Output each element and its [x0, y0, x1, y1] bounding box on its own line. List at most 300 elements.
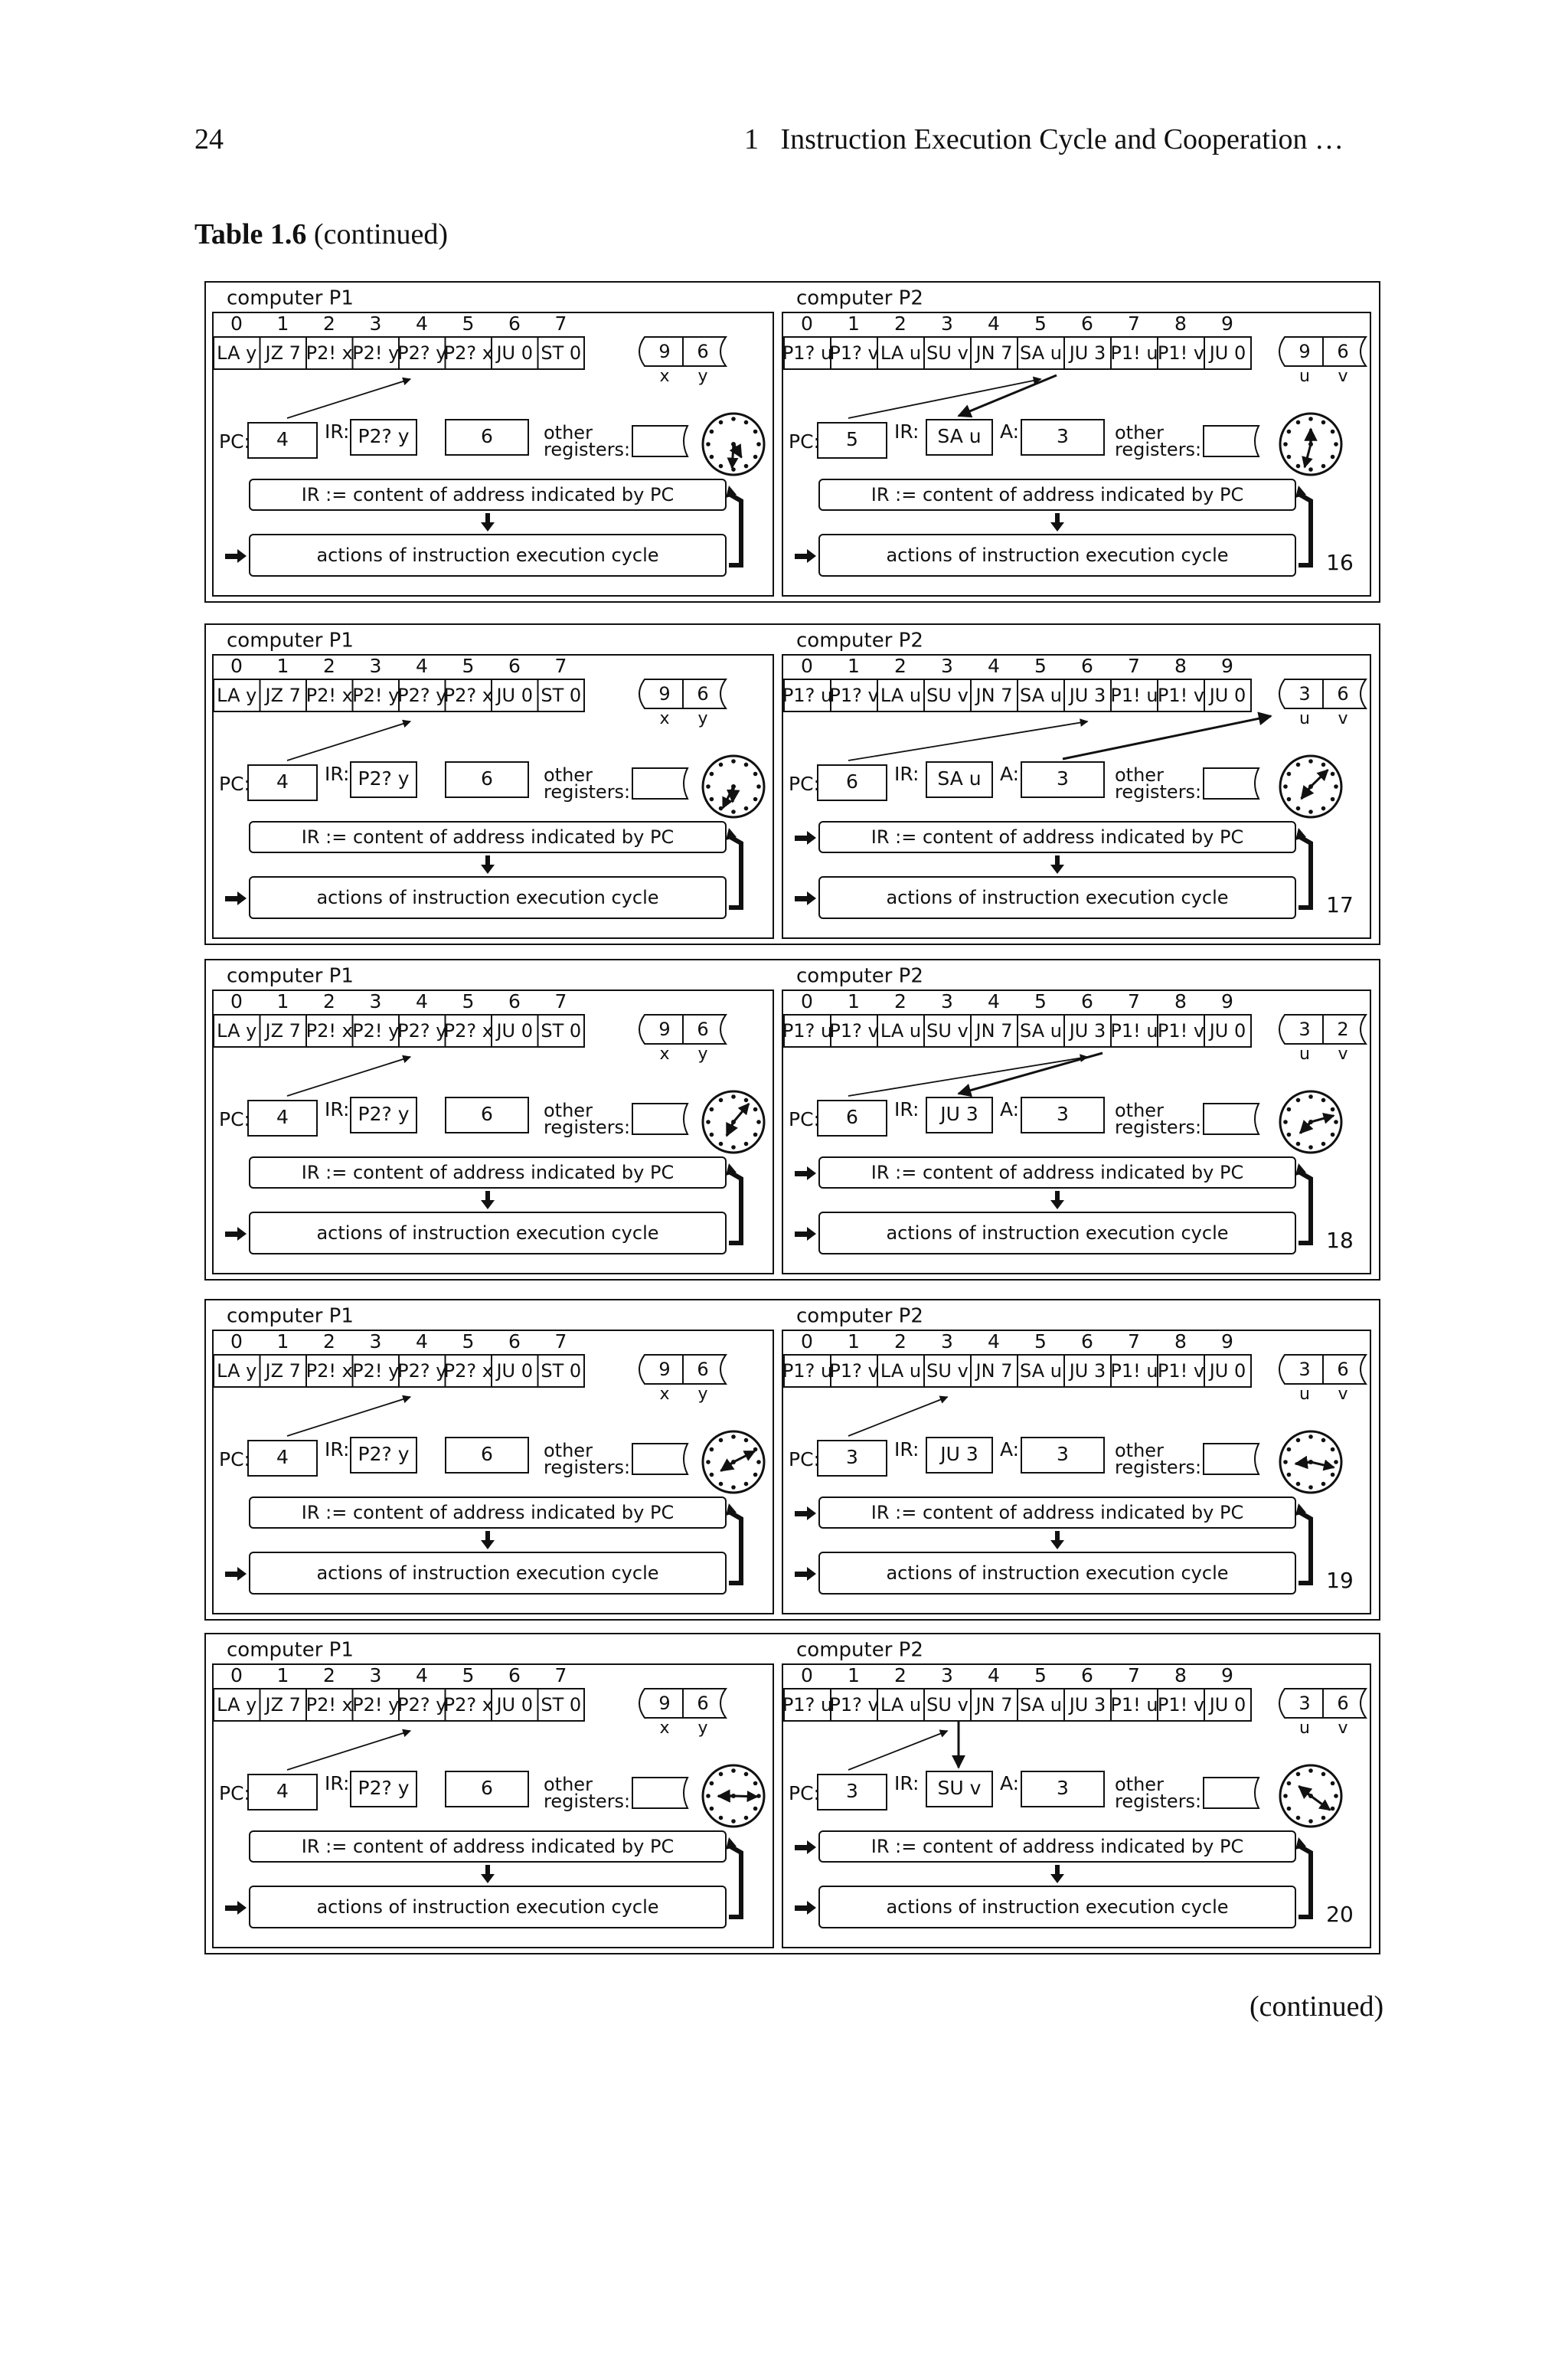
p2-clock-pivot — [1308, 442, 1313, 446]
p2-clock-tick — [1321, 1482, 1326, 1487]
p1-memory-cell: JZ 7 — [265, 342, 301, 364]
p2-vars-name-1: v — [1338, 1045, 1348, 1064]
p2-clock-pivot — [1308, 1120, 1313, 1124]
p2-memory-cell: SA u — [1020, 1360, 1062, 1382]
p2-memory-cell: P1? u — [782, 685, 833, 706]
p1-clock-tick — [731, 1819, 736, 1824]
p2-pc-value: 3 — [846, 1780, 858, 1802]
p1-clock-pivot — [731, 442, 736, 446]
p1-address-7: 7 — [554, 990, 567, 1012]
p2-clock-pivot — [1308, 784, 1313, 789]
p2-other-registers-label-1: other — [1115, 422, 1164, 443]
p1-address-3: 3 — [369, 990, 382, 1012]
p1-clock-tick — [753, 1133, 758, 1137]
p1-clock-minute-hand — [732, 444, 733, 468]
p2-cycle-enter-execute-head — [807, 1901, 816, 1915]
p2-ir-label: IR: — [894, 1772, 920, 1794]
p2-memory-cell: P1? v — [829, 685, 879, 706]
p1-memory-cell: P2! x — [305, 1694, 353, 1716]
p2-clock-tick — [1321, 1772, 1326, 1777]
p2-cycle-enter-fetch-head — [807, 1840, 816, 1854]
p1-memory-cell: ST 0 — [541, 1360, 582, 1382]
computer-p1-title: computer P1 — [227, 1638, 354, 1662]
p2-memory-cell: JU 3 — [1069, 1020, 1106, 1042]
p2-other-registers-box — [1204, 426, 1259, 456]
p2-clock-tick — [1296, 1772, 1301, 1777]
p2-a-value: 3 — [1057, 425, 1069, 447]
p1-memory-cell: ST 0 — [541, 342, 582, 364]
p1-memory-cell: P2? x — [443, 1694, 493, 1716]
p2-clock-tick — [1321, 1142, 1326, 1146]
p2-address-0: 0 — [801, 312, 813, 335]
p2-cycle-execute-label: actions of instruction execution cycle — [886, 1562, 1229, 1584]
p1-register-value: 6 — [481, 1103, 493, 1125]
p2-memory-cell: P1! u — [1110, 685, 1158, 706]
p1-memory-cell: P2! x — [305, 1020, 353, 1042]
p2-ir-label: IR: — [894, 763, 920, 785]
p2-memory-cell: P1? u — [782, 1020, 833, 1042]
p2-cycle-down-arrow-shaft — [1055, 513, 1060, 524]
p1-vars-value-0: 9 — [658, 1359, 671, 1380]
p2-memory-cell: P1! v — [1157, 342, 1205, 364]
step-panel-17 — [205, 624, 1380, 944]
p2-clock-tick — [1308, 417, 1313, 421]
p2-pc-pointer — [848, 721, 1088, 761]
p2-clock-tick — [1296, 1482, 1301, 1487]
p2-cycle-execute-label: actions of instruction execution cycle — [886, 1222, 1229, 1244]
p1-clock-tick — [731, 810, 736, 814]
p1-cycle-enter-execute-shaft — [225, 1232, 239, 1237]
p2-cycle-enter-fetch-shaft — [795, 836, 808, 841]
p1-address-2: 2 — [323, 312, 335, 335]
p1-memory-cell: P2? y — [397, 1360, 447, 1382]
p1-clock-tick — [719, 420, 724, 425]
p2-pc-value: 3 — [846, 1446, 858, 1468]
p1-clock-tick — [710, 772, 714, 777]
p2-cycle-loop-arrow — [1298, 1173, 1311, 1243]
p1-memory-cell: JU 0 — [496, 1360, 534, 1382]
p1-memory-cell: P2? y — [397, 1020, 447, 1042]
p1-memory-cell: P2! y — [352, 1694, 400, 1716]
p2-clock-tick — [1296, 1098, 1301, 1103]
p1-clock-tick — [756, 1120, 761, 1124]
p2-vars-name-0: u — [1299, 1719, 1310, 1738]
p1-other-registers-box — [632, 426, 688, 456]
p1-clock-pivot — [731, 1794, 736, 1798]
p1-clock-tick — [744, 1772, 749, 1777]
p2-address-9: 9 — [1221, 1330, 1233, 1353]
p1-cycle-enter-execute-shaft — [225, 1572, 239, 1577]
p1-memory-cell: P2! x — [305, 685, 353, 706]
p2-ir-value: JU 3 — [940, 1103, 978, 1125]
computer-p1-title: computer P1 — [227, 286, 354, 310]
p1-cycle-enter-execute-head — [237, 1567, 247, 1581]
p1-memory-cell: P2! y — [352, 1360, 400, 1382]
p1-ir-value: P2? y — [358, 1443, 410, 1465]
p2-address-6: 6 — [1081, 655, 1093, 677]
computer-p2-title: computer P2 — [796, 1638, 923, 1662]
p2-address-1: 1 — [848, 1330, 860, 1353]
p2-vars-value-0: 9 — [1298, 341, 1311, 362]
p1-cycle-loop-arrow — [729, 1513, 741, 1583]
p2-other-registers-label-2: registers: — [1115, 1457, 1202, 1478]
p2-clock-tick — [1321, 464, 1326, 469]
p1-address-1: 1 — [276, 312, 289, 335]
p2-memory-cell: SA u — [1020, 1020, 1062, 1042]
p1-cycle-down-arrow-shaft — [485, 1191, 490, 1202]
p1-clock-tick — [744, 1098, 749, 1103]
p2-cycle-enter-fetch-head — [807, 1506, 816, 1520]
p1-clock-tick — [710, 1473, 714, 1477]
p2-address-5: 5 — [1034, 1330, 1047, 1353]
p1-vars-name-1: y — [697, 367, 708, 386]
p2-memory-cell: P1! v — [1157, 1694, 1205, 1716]
step-panel-20 — [205, 1634, 1380, 1954]
p1-address-1: 1 — [276, 1664, 289, 1686]
p2-cycle-enter-execute-shaft — [795, 554, 808, 559]
p1-cycle-fetch-label: IR := content of address indicated by PC — [301, 1162, 675, 1183]
p2-cycle-enter-fetch-shaft — [795, 1171, 808, 1176]
computer-p1-17 — [213, 630, 773, 939]
p1-memory-cell: P2? x — [443, 342, 493, 364]
p1-address-7: 7 — [554, 1330, 567, 1353]
p2-cycle-enter-execute-shaft — [795, 1232, 808, 1237]
p1-pc-label: PC: — [219, 1108, 250, 1130]
p1-clock-tick — [706, 1794, 710, 1798]
p1-clock-tick — [719, 1438, 724, 1443]
p2-vars-value-0: 3 — [1298, 1693, 1311, 1714]
p1-memory-cell: LA y — [217, 1694, 257, 1716]
p1-memory-cell: P2! y — [352, 342, 400, 364]
p2-ir-label: IR: — [894, 420, 920, 443]
p1-clock-tick — [719, 1098, 724, 1103]
p2-memory-cell: JN 7 — [975, 1020, 1013, 1042]
p2-address-5: 5 — [1034, 1664, 1047, 1686]
p2-address-0: 0 — [801, 1664, 813, 1686]
p2-a-label: A: — [1000, 1438, 1020, 1460]
p2-other-registers-box — [1204, 1778, 1259, 1808]
p1-address-5: 5 — [462, 1664, 475, 1686]
p2-address-8: 8 — [1174, 1664, 1187, 1686]
p1-memory-cell: JU 0 — [496, 342, 534, 364]
p2-clock-tick — [1296, 1816, 1301, 1820]
p1-clock-tick — [731, 1094, 736, 1099]
p2-clock-tick — [1283, 1120, 1288, 1124]
p1-vars-value-1: 6 — [697, 341, 709, 362]
p2-clock-tick — [1331, 772, 1335, 777]
p1-pc-value: 4 — [276, 1780, 289, 1802]
p2-clock-tick — [1308, 1094, 1313, 1099]
p2-clock-tick — [1308, 1819, 1313, 1824]
p2-other-registers-label-2: registers: — [1115, 1791, 1202, 1812]
p1-clock-tick — [710, 455, 714, 460]
p2-vars-name-1: v — [1338, 1719, 1348, 1738]
p1-ir-label: IR: — [325, 1438, 350, 1460]
p2-clock-tick — [1334, 442, 1338, 446]
p2-clock-tick — [1331, 1107, 1335, 1112]
p2-memory-cell: P1! u — [1110, 1360, 1158, 1382]
p2-address-1: 1 — [848, 312, 860, 335]
p1-ir-label: IR: — [325, 1098, 350, 1120]
p1-vars-name-0: x — [659, 1385, 670, 1404]
p2-clock-hour-hand — [1295, 1462, 1311, 1464]
p2-clock-tick — [1287, 1807, 1292, 1811]
p1-clock-tick — [710, 1107, 714, 1112]
p2-clock-tick — [1287, 1447, 1292, 1452]
p1-cycle-enter-execute-shaft — [225, 896, 239, 901]
p1-address-6: 6 — [508, 312, 521, 335]
p2-address-2: 2 — [894, 655, 906, 677]
p1-memory-cell: LA y — [217, 1020, 257, 1042]
p2-clock-tick — [1296, 1438, 1301, 1443]
p2-vars-name-0: u — [1299, 1045, 1310, 1064]
p2-clock-tick — [1331, 797, 1335, 802]
computer-p2-19 — [782, 1305, 1370, 1614]
p1-clock-tick — [744, 420, 749, 425]
p1-other-registers-label-2: registers: — [544, 781, 631, 803]
p1-memory-cell: JU 0 — [496, 1020, 534, 1042]
p2-address-9: 9 — [1221, 990, 1233, 1012]
p1-address-5: 5 — [462, 655, 475, 677]
p1-ir-label: IR: — [325, 420, 350, 443]
p2-clock-tick — [1287, 772, 1292, 777]
p2-memory-cell: P1! v — [1157, 1020, 1205, 1042]
p2-other-registers-label-1: other — [1115, 1100, 1164, 1121]
p1-memory-cell: JZ 7 — [265, 1020, 301, 1042]
p2-other-registers-box — [1204, 768, 1259, 799]
p2-store-arrow — [1063, 716, 1271, 759]
computer-p1-title: computer P1 — [227, 964, 354, 988]
p2-address-2: 2 — [894, 990, 906, 1012]
p2-a-value: 3 — [1057, 1103, 1069, 1125]
p1-clock-tick — [744, 1142, 749, 1146]
p2-address-1: 1 — [848, 655, 860, 677]
p1-address-3: 3 — [369, 1664, 382, 1686]
p1-pc-label: PC: — [219, 430, 250, 453]
p2-pc-label: PC: — [789, 773, 820, 795]
p1-address-4: 4 — [416, 1664, 428, 1686]
p1-address-0: 0 — [230, 312, 243, 335]
p2-clock-tick — [1283, 442, 1288, 446]
p1-pc-pointer — [287, 1731, 410, 1770]
p1-address-3: 3 — [369, 1330, 382, 1353]
computer-p2-20 — [782, 1639, 1370, 1948]
p2-memory-cell: P1! v — [1157, 1360, 1205, 1382]
p2-cycle-enter-execute-head — [807, 549, 816, 563]
p2-address-4: 4 — [988, 1664, 1000, 1686]
p2-clock-tick — [1334, 1460, 1338, 1464]
p2-address-3: 3 — [941, 312, 953, 335]
step-panel-19 — [205, 1300, 1380, 1620]
p2-cycle-enter-execute-shaft — [795, 1905, 808, 1911]
computer-p1-16 — [213, 287, 773, 597]
p1-clock-tick — [706, 1460, 710, 1464]
p1-memory-cell: P2? y — [397, 342, 447, 364]
p1-clock-tick — [731, 1485, 736, 1490]
p1-vars-name-1: y — [697, 1385, 708, 1404]
p1-other-registers-label-2: registers: — [544, 1791, 631, 1812]
p1-address-0: 0 — [230, 990, 243, 1012]
p2-cycle-enter-fetch-shaft — [795, 1511, 808, 1516]
p1-clock-tick — [753, 430, 758, 434]
p1-cycle-fetch-label: IR := content of address indicated by PC — [301, 826, 675, 848]
p1-clock-tick — [731, 759, 736, 764]
p2-clock-tick — [1283, 1794, 1288, 1798]
p1-vars-value-1: 6 — [697, 1693, 709, 1714]
continued-note: (continued) — [1250, 1990, 1384, 2023]
p2-other-registers-label-1: other — [1115, 764, 1164, 786]
p1-vars-value-0: 9 — [658, 1019, 671, 1040]
p2-memory-cell: SU v — [926, 685, 969, 706]
p1-address-7: 7 — [554, 312, 567, 335]
p2-cycle-loop-arrow — [1298, 495, 1311, 565]
p1-address-6: 6 — [508, 655, 521, 677]
p2-address-0: 0 — [801, 1330, 813, 1353]
p2-memory-cell: SU v — [926, 1694, 969, 1716]
p2-pc-label: PC: — [789, 1108, 820, 1130]
p2-address-9: 9 — [1221, 312, 1233, 335]
p2-vars-value-0: 3 — [1298, 1359, 1311, 1380]
p2-pc-pointer — [848, 1397, 948, 1436]
p2-clock-pivot — [1308, 1460, 1313, 1464]
p1-clock-tick — [719, 763, 724, 767]
p2-cycle-enter-fetch-head — [807, 831, 816, 845]
p2-memory-cell: JU 0 — [1209, 1360, 1246, 1382]
p2-clock-tick — [1287, 1107, 1292, 1112]
p1-clock-pivot — [731, 1120, 736, 1124]
p2-address-7: 7 — [1128, 655, 1140, 677]
p2-cycle-enter-execute-head — [807, 1567, 816, 1581]
p1-address-1: 1 — [276, 1330, 289, 1353]
p2-clock-tick — [1308, 759, 1313, 764]
p1-cycle-enter-execute-head — [237, 1901, 247, 1915]
p2-pc-pointer — [848, 379, 1041, 418]
computer-p2-16 — [782, 287, 1370, 597]
p2-a-label: A: — [1000, 420, 1020, 443]
p1-cycle-loop-arrow — [729, 495, 741, 565]
p2-memory-cell: SA u — [1020, 685, 1062, 706]
p1-pc-label: PC: — [219, 773, 250, 795]
p1-other-registers-label-2: registers: — [544, 439, 631, 460]
p2-memory-cell: JU 3 — [1069, 685, 1106, 706]
p2-clock-tick — [1334, 1794, 1338, 1798]
p2-cycle-execute-label: actions of instruction execution cycle — [886, 1896, 1229, 1918]
p2-cycle-fetch-label: IR := content of address indicated by PC — [871, 1502, 1244, 1523]
p1-cycle-execute-label: actions of instruction execution cycle — [316, 1222, 659, 1244]
p2-clock-tick — [1321, 1816, 1326, 1820]
p2-memory-cell: LA u — [880, 1020, 922, 1042]
p2-memory-cell: JU 3 — [1069, 1360, 1106, 1382]
computer-p2-title: computer P2 — [796, 964, 923, 988]
p2-vars-name-1: v — [1338, 1385, 1348, 1404]
p1-clock-minute-hand — [733, 1796, 757, 1797]
p2-cycle-fetch-label: IR := content of address indicated by PC — [871, 826, 1244, 848]
p1-memory-cell: ST 0 — [541, 685, 582, 706]
p2-address-7: 7 — [1128, 990, 1140, 1012]
p1-vars-value-0: 9 — [658, 1693, 671, 1714]
p2-clock-tick — [1331, 430, 1335, 434]
p1-clock-tick — [753, 1107, 758, 1112]
p2-cycle-execute-label: actions of instruction execution cycle — [886, 545, 1229, 566]
p1-other-registers-label-1: other — [544, 1774, 593, 1795]
p2-clock-tick — [1283, 784, 1288, 789]
p1-pc-value: 4 — [276, 1106, 289, 1128]
p1-pc-pointer — [287, 1397, 410, 1436]
p1-clock-tick — [753, 1781, 758, 1786]
p2-clock-tick — [1321, 420, 1326, 425]
p2-cycle-loop-arrow — [1298, 1846, 1311, 1917]
p2-cycle-down-arrow-shaft — [1055, 855, 1060, 866]
p1-clock-tick — [753, 797, 758, 802]
p2-clock-tick — [1308, 1485, 1313, 1490]
p1-clock-tick — [744, 1438, 749, 1443]
p2-cycle-enter-execute-head — [807, 1227, 816, 1241]
step-number: 18 — [1326, 1228, 1354, 1253]
p2-vars-value-1: 6 — [1337, 1693, 1349, 1714]
p2-address-1: 1 — [848, 1664, 860, 1686]
p2-clock-tick — [1334, 784, 1338, 789]
p1-address-2: 2 — [323, 655, 335, 677]
p2-vars-name-1: v — [1338, 709, 1348, 728]
p2-clock-tick — [1331, 1781, 1335, 1786]
p1-vars-value-0: 9 — [658, 683, 671, 705]
p2-pc-label: PC: — [789, 1448, 820, 1470]
p2-cycle-fetch-label: IR := content of address indicated by PC — [871, 484, 1244, 505]
p2-clock-tick — [1321, 1098, 1326, 1103]
p2-address-5: 5 — [1034, 990, 1047, 1012]
computer-p2-title: computer P2 — [796, 629, 923, 653]
p1-vars-name-1: y — [697, 709, 708, 728]
p2-clock-tick — [1287, 797, 1292, 802]
p2-vars-value-1: 2 — [1337, 1019, 1349, 1040]
p1-ir-value: P2? y — [358, 767, 410, 790]
page-number: 24 — [194, 123, 224, 155]
p2-memory-cell: JU 0 — [1209, 1020, 1246, 1042]
p2-pc-label: PC: — [789, 430, 820, 453]
p1-pc-value: 4 — [276, 1446, 289, 1468]
p2-address-3: 3 — [941, 655, 953, 677]
p2-clock-tick — [1331, 1133, 1335, 1137]
p2-clock-tick — [1321, 806, 1326, 811]
p2-a-label: A: — [1000, 1098, 1020, 1120]
p1-clock-tick — [719, 464, 724, 469]
p2-memory-cell: P1? v — [829, 342, 879, 364]
p2-address-6: 6 — [1081, 312, 1093, 335]
p1-clock-tick — [731, 1768, 736, 1773]
p2-address-4: 4 — [988, 655, 1000, 677]
p2-address-7: 7 — [1128, 1664, 1140, 1686]
p1-pc-pointer — [287, 721, 410, 761]
p2-memory-cell: P1? u — [782, 342, 833, 364]
p1-cycle-enter-execute-head — [237, 549, 247, 563]
p1-cycle-loop-arrow — [729, 1173, 741, 1243]
p2-clock-tick — [1287, 1473, 1292, 1477]
p2-clock-tick — [1296, 806, 1301, 811]
p1-pc-pointer — [287, 1057, 410, 1096]
p2-clock-tick — [1308, 1768, 1313, 1773]
p2-cycle-enter-fetch-shaft — [795, 1845, 808, 1850]
p1-ir-value: P2? y — [358, 425, 410, 447]
p2-clock-tick — [1321, 763, 1326, 767]
p2-cycle-enter-execute-shaft — [795, 1572, 808, 1577]
p1-other-registers-box — [632, 768, 688, 799]
p2-address-7: 7 — [1128, 1330, 1140, 1353]
p2-cycle-down-arrow-shaft — [1055, 1531, 1060, 1542]
p2-a-value: 3 — [1057, 1777, 1069, 1799]
p1-address-6: 6 — [508, 1664, 521, 1686]
p1-ir-value: P2? y — [358, 1777, 410, 1799]
p1-address-1: 1 — [276, 990, 289, 1012]
